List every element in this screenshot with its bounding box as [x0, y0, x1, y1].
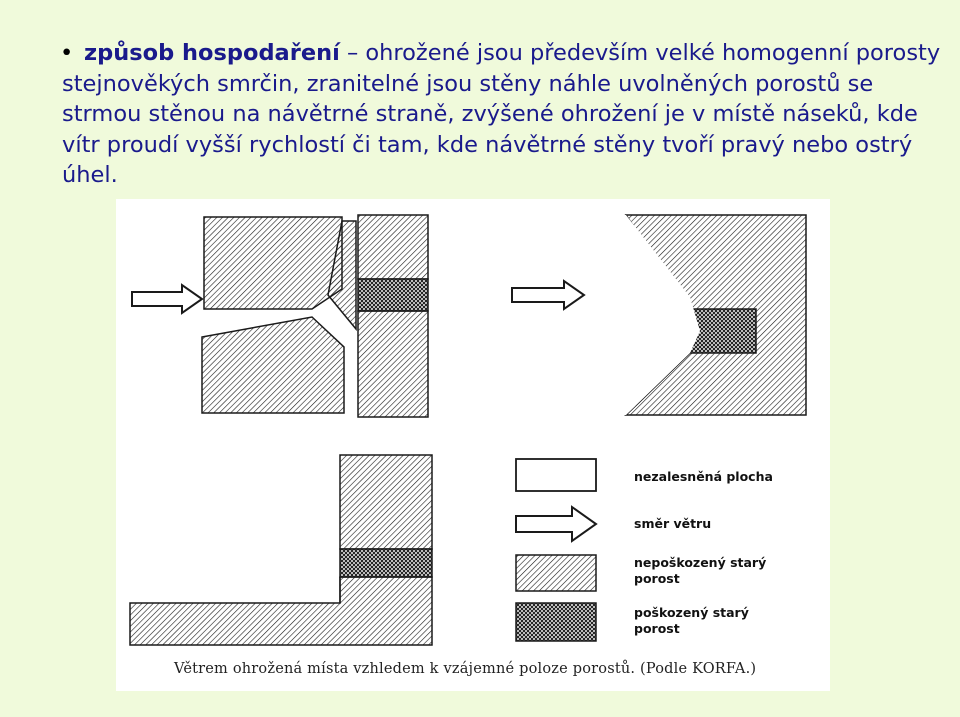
- paragraph-text: – ohrožené jsou především velké homogenní porosty stejnověkých smrčin, zranitelné jsou stěny náhle uvolněných porostů se strmou stěnou na návětrné straně, zvýšené ohrožení je v místě náseků, kde vítr proudí vyšší rychlostí či tam, kde návětrné stěny tvoří pravý nebo ostrý úhel.: [62, 40, 941, 188]
- legend-swatch-hatch: [516, 555, 596, 591]
- wind-arrow-1: [132, 285, 202, 313]
- stand-lower-left: [202, 317, 344, 413]
- damaged-band-l: [340, 549, 432, 577]
- bullet-icon: •: [60, 40, 74, 66]
- legend-label-crosshatch: poškozený starý porost: [634, 605, 749, 636]
- legend-label-hatch: nepoškozený starý porost: [634, 555, 767, 586]
- wind-damage-figure: [116, 199, 830, 691]
- legend-label-blank: nezalesněná plocha: [634, 469, 773, 484]
- stand-upper-left: [204, 217, 342, 309]
- paragraph: [62, 38, 942, 191]
- damaged-band-strip: [358, 279, 428, 311]
- stand-strip-bottom: [358, 311, 428, 417]
- stand-l-bottom: [130, 577, 432, 645]
- legend-label-arrow: směr větru: [634, 516, 712, 531]
- legend-swatch-arrow: [516, 507, 596, 541]
- legend-swatch-crosshatch: [516, 603, 596, 641]
- legend-swatch-blank: [516, 459, 596, 491]
- wind-arrow-3: [512, 281, 584, 309]
- stand-strip-top: [358, 215, 428, 279]
- figure-caption: Větrem ohrožená místa vzhledem k vzájemné poloze porostů. (Podle KORFA.): [174, 661, 757, 677]
- stand-l-top: [340, 455, 432, 549]
- paragraph-term: způsob hospodaření: [84, 40, 340, 66]
